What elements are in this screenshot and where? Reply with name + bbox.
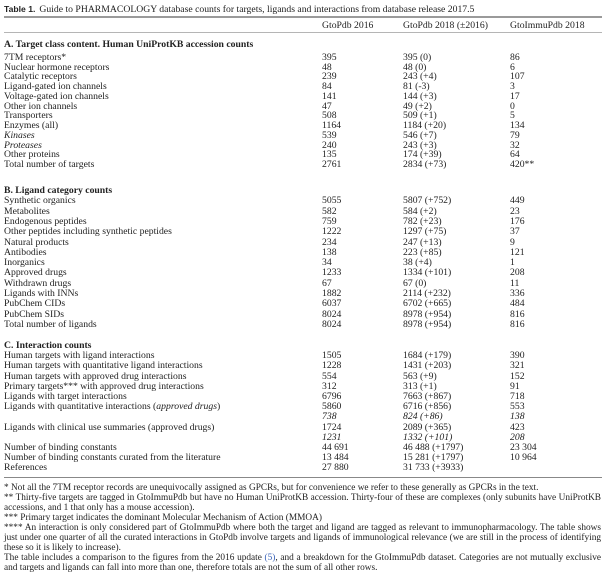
value-gtoimmupdb-2018: 107: [510, 71, 525, 83]
value-gtopdb-2016: 8024: [322, 308, 342, 320]
bottom-rule: [4, 477, 602, 478]
value-gtoimmupdb-2018: 5: [510, 110, 515, 122]
column-header-gtoimmupdb-2018: GtoImmuPdb 2018: [510, 20, 585, 31]
value-gtopdb-2018: 5807 (+752): [403, 195, 452, 207]
value-gtopdb-2016: 141: [322, 90, 337, 102]
value-gtoimmupdb-2018: 152: [510, 370, 525, 382]
value-gtopdb-2018: 2114 (+232): [403, 288, 451, 299]
row-label-text: Total number of ligands: [4, 318, 97, 330]
row-label: [4, 462, 47, 473]
row-label-text: Nuclear hormone receptors: [4, 61, 110, 73]
value-gtoimmupdb-2018: 321: [510, 360, 525, 372]
row-label-text: PubChem CIDs: [4, 298, 66, 310]
row-label-italic: approved drugs: [156, 401, 218, 413]
value-gtopdb-2016: 239: [322, 71, 337, 83]
value-gtopdb-2016: 738: [322, 411, 337, 423]
value-gtopdb-2016: 48: [322, 61, 332, 73]
value-gtopdb-2016: 1222: [322, 226, 342, 238]
value-gtopdb-2016: 34: [322, 257, 332, 269]
row-label-text: Synthetic organics: [4, 195, 76, 207]
value-gtopdb-2016: 47: [322, 100, 332, 112]
value-gtopdb-2016: 1164: [322, 120, 342, 131]
row-label-text: Ligands with quantitative interactions (: [4, 401, 157, 413]
row-label-text: Antibodies: [4, 246, 47, 258]
row-label-text: Ligand-gated ion channels: [4, 81, 107, 92]
value-gtoimmupdb-2018: 23: [510, 205, 520, 217]
row-label-text: Enzymes (all): [4, 120, 59, 131]
row-label-text: Other proteins: [4, 149, 60, 161]
value-gtopdb-2018: 243 (+4): [403, 71, 437, 83]
value-gtopdb-2016: 44 691: [322, 442, 349, 453]
row-label: [4, 422, 214, 433]
value-gtoimmupdb-2018: 553: [510, 401, 525, 413]
row-label-text: Number of binding constants curated from the literature: [4, 452, 221, 464]
table-title: Guide to PHARMACOLOGY database counts for targets, ligands and interactions from database release 2017.5: [39, 4, 475, 15]
value-gtoimmupdb-2018: 37: [510, 226, 520, 238]
value-gtopdb-2018: 8978 (+954): [403, 318, 452, 330]
top-rule: [4, 16, 602, 18]
value-gtoimmupdb-2018: 23 304: [510, 442, 537, 453]
value-gtopdb-2018: 1684 (+179): [403, 350, 452, 362]
header-rule: [4, 32, 602, 33]
value-gtopdb-2018: 223 (+85): [403, 246, 442, 258]
table-label: Table 1.: [4, 4, 36, 14]
value-gtopdb-2018: 144 (+3): [403, 90, 437, 102]
value-gtopdb-2018: 6716 (+856): [403, 401, 452, 413]
footnote-2: ** Thirty-five targets are tagged in GtoImmuPdb but have no Human UniProtKB accession. Thirty-four of these are complexes (only subunits have UniProtKB accessions, and 1 that only has a mouse accession).: [4, 493, 601, 513]
value-gtoimmupdb-2018: 9: [510, 236, 515, 248]
value-gtoimmupdb-2018: 10 964: [510, 452, 537, 464]
value-gtopdb-2018: 584 (+2): [403, 205, 437, 217]
value-gtopdb-2018: 38 (+4): [403, 257, 432, 269]
footnote-5-text: The table includes a comparison to the figures from the 2016 update: [4, 553, 265, 563]
value-gtopdb-2018: 1332 (+101): [403, 431, 453, 443]
value-gtoimmupdb-2018: 91: [510, 380, 520, 392]
value-gtoimmupdb-2018: 64: [510, 149, 520, 161]
column-header-gtopdb-2016: GtoPdb 2016: [322, 20, 374, 31]
footnotes: [4, 483, 601, 573]
value-gtopdb-2018: 1334 (+101): [403, 267, 452, 279]
footnote-1: * Not all the 7TM receptor records are unequivocally assigned as GPCRs, but for convenience we refer to these generally as GPCRs in the text.: [4, 483, 539, 493]
value-gtoimmupdb-2018: 134: [510, 120, 525, 131]
value-gtopdb-2016: 138: [322, 246, 337, 258]
value-gtopdb-2016: 1228: [322, 360, 342, 372]
value-gtopdb-2018: 313 (+1): [403, 380, 437, 392]
value-gtopdb-2018: 48 (0): [403, 61, 427, 73]
value-gtopdb-2016: 8024: [322, 318, 342, 330]
value-gtopdb-2018: 46 488 (+1797): [403, 442, 464, 453]
value-gtopdb-2018: 6702 (+665): [403, 298, 452, 310]
value-gtopdb-2018: 824 (+86): [403, 411, 443, 423]
value-gtopdb-2016: 582: [322, 205, 337, 217]
value-gtoimmupdb-2018: 816: [510, 318, 525, 330]
value-gtoimmupdb-2018: 420**: [510, 159, 535, 170]
value-gtoimmupdb-2018: 208: [510, 267, 525, 279]
section-title: A. Target class content. Human UniProtKB accession counts: [4, 39, 254, 50]
row-label: [4, 319, 97, 330]
value-gtopdb-2018: 247 (+13): [403, 236, 442, 248]
value-gtopdb-2018: 8978 (+954): [403, 308, 452, 320]
value-gtopdb-2016: 1231: [322, 431, 342, 443]
value-gtoimmupdb-2018: 176: [510, 215, 525, 227]
row-label-text: Ligands with INNs: [4, 288, 79, 299]
value-gtopdb-2016: 67: [322, 277, 332, 289]
footnote-3: *** Primary target indicates the dominant Molecular Mechanism of Action (MMOA): [4, 513, 322, 523]
row-label-text: Proteases: [4, 139, 42, 151]
row-label-text: Endogenous peptides: [4, 215, 87, 227]
value-gtopdb-2016: 395: [322, 51, 337, 63]
value-gtoimmupdb-2018: 138: [510, 411, 525, 423]
value-gtoimmupdb-2018: 17: [510, 90, 520, 102]
value-gtoimmupdb-2018: 79: [510, 129, 520, 141]
table-caption: [4, 4, 474, 15]
value-gtopdb-2016: 554: [322, 370, 337, 382]
value-gtopdb-2018: 1184 (+20): [403, 120, 447, 131]
row-label-text: Natural products: [4, 236, 69, 248]
value-gtopdb-2018: 15 281 (+1797): [403, 452, 464, 464]
value-gtopdb-2016: 135: [322, 149, 337, 161]
value-gtopdb-2018: 67 (0): [403, 277, 427, 289]
value-gtoimmupdb-2018: 6: [510, 61, 515, 73]
row-label-text: 7TM receptors*: [4, 51, 67, 63]
value-gtopdb-2016: 5860: [322, 401, 342, 413]
value-gtopdb-2018: 546 (+7): [403, 129, 437, 141]
value-gtopdb-2016: 759: [322, 215, 337, 227]
value-gtopdb-2018: 2834 (+73): [403, 159, 447, 170]
row-label-text: References: [4, 462, 48, 474]
value-gtoimmupdb-2018: 390: [510, 350, 525, 362]
value-gtopdb-2016: 539: [322, 129, 337, 141]
section-title: B. Ligand category counts: [4, 185, 113, 196]
value-gtopdb-2016: 240: [322, 139, 337, 151]
row-label-text: Human targets with quantitative ligand interactions: [4, 360, 203, 372]
value-gtoimmupdb-2018: 718: [510, 391, 525, 402]
value-gtopdb-2018: 2089 (+365): [403, 421, 452, 433]
value-gtoimmupdb-2018: 11: [510, 277, 520, 289]
row-label-text: Catalytic receptors: [4, 71, 77, 83]
row-label-text: Withdrawn drugs: [4, 277, 72, 289]
value-gtoimmupdb-2018: 121: [510, 246, 525, 258]
row-label-text: Kinases: [4, 129, 35, 141]
footnote-5: [4, 553, 601, 573]
value-gtopdb-2016: 27 880: [322, 462, 349, 474]
row-label-text: Other ion channels: [4, 100, 78, 112]
value-gtopdb-2016: 13 484: [322, 452, 349, 464]
value-gtopdb-2016: 508: [322, 110, 337, 122]
value-gtopdb-2018: 563 (+9): [403, 370, 437, 382]
row-label: [4, 159, 94, 170]
column-header-gtopdb-2018: GtoPdb 2018 (±2016): [403, 20, 488, 31]
row-label-text: Metabolites: [4, 205, 50, 217]
value-gtoimmupdb-2018: 3: [510, 81, 515, 92]
value-gtopdb-2018: 7663 (+867): [403, 391, 452, 402]
value-gtoimmupdb-2018: 449: [510, 195, 525, 207]
value-gtoimmupdb-2018: 423: [510, 421, 525, 433]
value-gtopdb-2016: 84: [322, 81, 332, 92]
row-label-text: Human targets with approved drug interactions: [4, 370, 187, 382]
row-label-text: Voltage-gated ion channels: [4, 90, 109, 102]
value-gtopdb-2016: 1233: [322, 267, 342, 279]
value-gtopdb-2018: 1297 (+75): [403, 226, 447, 238]
row-label-text: Total number of targets: [4, 159, 95, 170]
reference-link[interactable]: (5): [264, 553, 276, 563]
value-gtopdb-2016: 2761: [322, 159, 342, 170]
value-gtopdb-2018: 395 (0): [403, 51, 432, 63]
row-label-text: Human targets with ligand interactions: [4, 350, 155, 362]
value-gtoimmupdb-2018: 0: [510, 100, 515, 112]
row-label-text: Ligands with clinical use summaries (approved drugs): [4, 421, 215, 433]
value-gtopdb-2016: 1882: [322, 288, 342, 299]
value-gtopdb-2016: 5055: [322, 195, 342, 207]
value-gtoimmupdb-2018: 208: [510, 431, 525, 443]
value-gtoimmupdb-2018: 1: [510, 257, 515, 269]
row-label-text: Inorganics: [4, 257, 45, 269]
value-gtoimmupdb-2018: 86: [510, 51, 520, 63]
row-label-text: Primary targets*** with approved drug interactions: [4, 380, 204, 392]
value-gtopdb-2016: 234: [322, 236, 337, 248]
value-gtopdb-2016: 6796: [322, 391, 342, 402]
value-gtopdb-2018: 243 (+3): [403, 139, 437, 151]
value-gtopdb-2016: 312: [322, 380, 337, 392]
row-label-text: Other peptides including synthetic peptides: [4, 226, 172, 238]
value-gtopdb-2018: 49 (+2): [403, 100, 432, 112]
value-gtopdb-2018: 31 733 (+3933): [403, 462, 464, 474]
row-label-tail: ): [217, 401, 221, 413]
row-label: [4, 401, 220, 412]
value-gtoimmupdb-2018: 816: [510, 308, 525, 320]
row-label-text: Ligands with target interactions: [4, 391, 127, 402]
value-gtopdb-2016: 6037: [322, 298, 342, 310]
row-label-text: Transporters: [4, 110, 53, 122]
value-gtoimmupdb-2018: 336: [510, 288, 525, 299]
footnote-4: **** An interaction is only considered part of GtoImmuPdb where both the target and ligand are tagged as relevant to immunopharmacology. The table shows just under one quarter of all the curated interactions in GtoPdb involve targets and ligands of immunological relevance (we are still in the process of identifying these so it is likely to increase).: [4, 523, 601, 553]
value-gtoimmupdb-2018: 32: [510, 139, 520, 151]
value-gtopdb-2018: 509 (+1): [403, 110, 437, 122]
value-gtopdb-2018: 1431 (+203): [403, 360, 452, 372]
row-label-text: PubChem SIDs: [4, 308, 65, 320]
value-gtopdb-2016: 1724: [322, 421, 342, 433]
value-gtoimmupdb-2018: 484: [510, 298, 525, 310]
value-gtopdb-2018: 81 (-3): [403, 81, 430, 92]
footnote-5-text-end: , and a breakdown for the GtoImmuPdb dataset. Categories are not mutually exclusive and targets and ligands can fall into more than one, therefore totals are not the sum of all other rows.: [4, 553, 601, 573]
row-label-text: Number of binding constants: [4, 442, 117, 453]
value-gtopdb-2016: 1505: [322, 350, 342, 362]
value-gtopdb-2018: 174 (+39): [403, 149, 442, 161]
value-gtopdb-2018: 782 (+23): [403, 215, 442, 227]
row-label-text: Approved drugs: [4, 267, 67, 279]
section-title: C. Interaction counts: [4, 340, 92, 351]
